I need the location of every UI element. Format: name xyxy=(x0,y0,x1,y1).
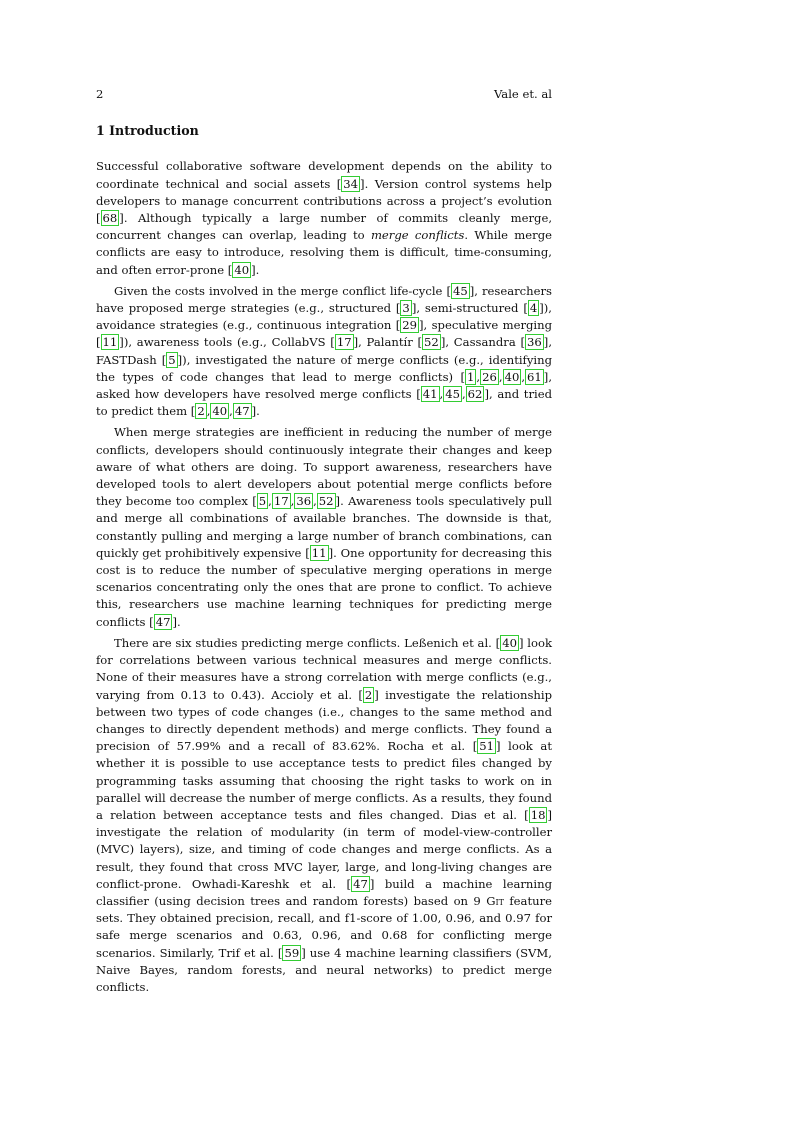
citation-link[interactable]: 47 xyxy=(234,404,250,419)
citation-link[interactable]: 62 xyxy=(467,387,483,402)
paragraph: Successful collaborative software development depends on the ability to coordinate technical and social assets [ 34 ]. Version control systems help developers to manage concurrent contributions across a project’s evolution [ 68 ]. Although typically a large number of commits cleanly merge, concurrent changes can overlap, leading to merge conflicts. While merge conflicts are easy to introduce, resolving them is difficult, time-consuming, and often error-prone [ 40 ]. xyxy=(96,159,552,277)
citation-link[interactable]: 47 xyxy=(155,614,171,629)
citation-link[interactable]: 40 xyxy=(502,635,517,650)
citation-link[interactable]: 45 xyxy=(445,387,460,402)
citation-link[interactable]: 18 xyxy=(530,807,546,822)
citation-link[interactable]: 51 xyxy=(479,739,494,754)
citation-link[interactable]: 17 xyxy=(273,494,289,509)
citation-link[interactable]: 2 xyxy=(197,404,205,419)
paragraph: There are six studies predicting merge conflicts. Leßenich et al. [ 40 ] look for correlations between various technical measures and merge conflicts. None of their measures have a strong correlation with merge conflicts (e.g., varying from 0.13 to 0.43). Accioly et al. [ 2 ] investigate the relationship between two types of code changes (i.e., changes to the same method and changes to directly dependent methods) and merge conflicts. They found a precision of 57.99% and a recall of 83.62%. Rocha et al. [ 51 ] look at whether it is possible to use acceptance tests to predict files changed by programming tasks assuming that choosing the right tasks to work on in parallel will decrease the number of merge conflicts. As a results, they found a relation between acceptance tests and files changed. Dias et al. [ 18 ] investigate the relation of modularity (in term of model-view-controller (MVC) layers), size, and timing of code changes and merge conflicts. As a result, they found that cross MVC layer, large, and long-living changes are conflict-prone. Owhadi-Kareshk et al. [ 47 ] build a machine learning classifier (using decision trees and random forests) based on 9 Git feature sets. They obtained precision, recall, and f1-score of 1.00, 0.96, and 0.97 for safe merge scenarios and 0.63, 0.96, and 0.68 for conflicting merge scenarios. Similarly, Trif et al. [ 59 ] use 4 machine learning classifiers (SVM, Naive Bayes, random forests, and neural networks) to predict merge conflicts. xyxy=(96,635,553,994)
citation-link[interactable]: 40 xyxy=(504,369,520,384)
section-number: 1 xyxy=(96,123,105,139)
emphasis: merge conflicts xyxy=(370,228,465,243)
citation-link[interactable]: 1 xyxy=(467,369,475,384)
citation-link[interactable]: 11 xyxy=(102,335,118,350)
citation-link[interactable]: 3 xyxy=(402,301,410,316)
paragraph: When merge strategies are inefficient in reducing the number of merge conflicts, developers should continuously integrate their changes and keep aware of what others are doing. To support awareness, researchers have developed tools to alert developers about potential merge conflicts before they become too complex [ 5 , 17 , 36 , 52 ]. Awareness tools speculatively pull and merge all combinations of available branches. The downside is that, constantly pulling and merging a large number of branch combinations, can quickly get prohibitively expensive [ 11 ]. One opportunity for decreasing this cost is to reduce the number of speculative merging operations in merge scenarios concentrating only the ones that are prone to conflict. To achieve this, researchers use machine learning techniques for predicting merge conflicts [ 47 ]. xyxy=(96,425,552,629)
citation-link[interactable]: 36 xyxy=(296,494,312,509)
small-caps-term: Git xyxy=(486,893,504,908)
citation-link[interactable]: 52 xyxy=(318,494,334,509)
page-number: 2 xyxy=(96,87,104,101)
citation-link[interactable]: 5 xyxy=(258,494,267,509)
section-heading xyxy=(96,122,552,139)
citation-link[interactable]: 68 xyxy=(102,211,118,226)
citation-link[interactable]: 61 xyxy=(527,369,542,384)
citation-link[interactable]: 40 xyxy=(234,262,250,277)
running-header xyxy=(96,86,552,103)
citation-link[interactable]: 2 xyxy=(364,687,373,702)
citation-link[interactable]: 29 xyxy=(402,318,417,333)
citation-link[interactable]: 26 xyxy=(482,369,497,384)
paper-page xyxy=(96,86,552,996)
citation-link[interactable]: 36 xyxy=(527,335,542,350)
citation-link[interactable]: 17 xyxy=(336,335,352,350)
citation-link[interactable]: 59 xyxy=(284,945,300,960)
citation-link[interactable]: 40 xyxy=(212,404,228,419)
paragraph: Given the costs involved in the merge conflict life-cycle [ 45 ], researchers have proposed merge strategies (e.g., structured [ 3 ], semi-structured [ 4 ]), avoidance strategies (e.g., continuous integration [ 29 ], speculative merging [ 11 ]), awareness tools (e.g., CollabVS [ 17 ], Palantír [ 52 ], Cassandra [ 36 ], FASTDash [ 5 ]), investigated the nature of merge conflicts (e.g., identifying the types of code changes that lead to merge conflicts) [ 1 , 26 , 40 , 61 ], asked how developers have resolved merge conflicts [ 41 , 45 , 62 ], and tried to predict them [ 2 , 40 , 47 ]. xyxy=(96,283,553,419)
citation-link[interactable]: 5 xyxy=(168,352,176,367)
citation-link[interactable]: 52 xyxy=(424,335,439,350)
citation-link[interactable]: 47 xyxy=(353,876,368,891)
running-title: Vale et. al xyxy=(494,87,552,101)
citation-link[interactable]: 34 xyxy=(343,176,359,191)
citation-link[interactable]: 11 xyxy=(311,545,327,560)
section-title: Introduction xyxy=(109,123,199,139)
citation-link[interactable]: 45 xyxy=(452,283,468,298)
citation-link[interactable]: 41 xyxy=(422,387,438,402)
citation-link[interactable]: 4 xyxy=(529,301,538,316)
